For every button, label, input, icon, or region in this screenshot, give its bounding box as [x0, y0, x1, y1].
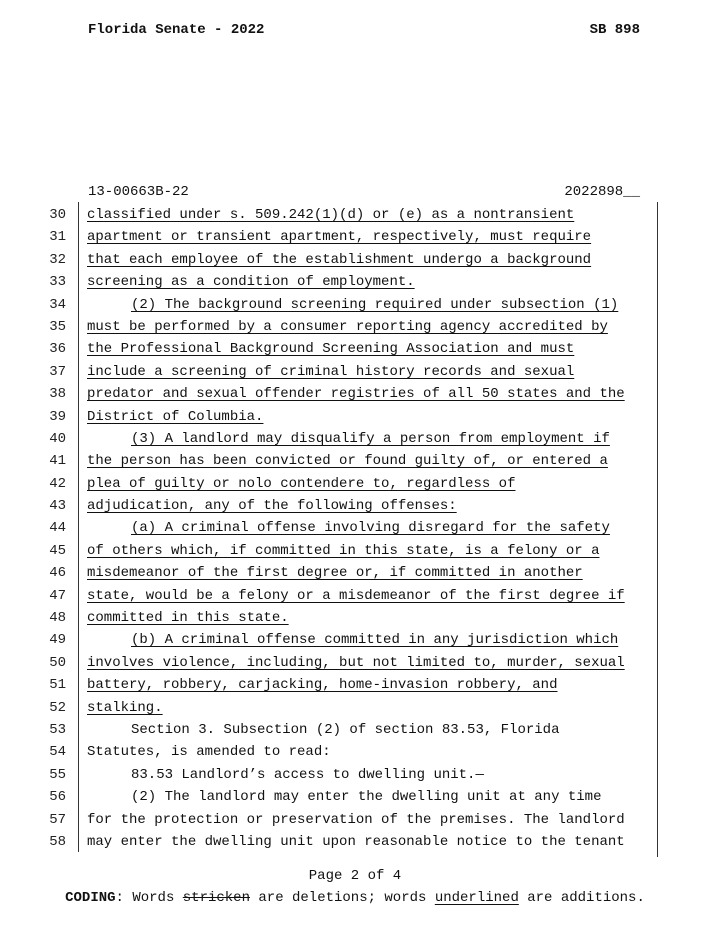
- bill-line: [0, 719, 710, 741]
- line-number: 37: [49, 363, 66, 380]
- line-text: plea of guilty or nolo contendere to, regardless of: [87, 475, 516, 492]
- bill-line: [0, 316, 710, 338]
- bill-line: [0, 428, 710, 450]
- bill-line: [0, 585, 710, 607]
- bill-line: [0, 294, 710, 316]
- bill-line: [0, 831, 710, 853]
- bill-code: 2022898__: [564, 184, 640, 200]
- bill-line: [0, 697, 710, 719]
- line-text: of others which, if committed in this state, is a felony or a: [87, 542, 600, 559]
- line-number: 30: [49, 207, 66, 223]
- line-number: 57: [49, 811, 66, 828]
- line-text: state, would be a felony or a misdemeanor of the first degree if: [87, 587, 625, 604]
- line-text: Section 3. Subsection (2) of section 83.53, Florida: [131, 721, 560, 738]
- bill-line: [0, 450, 710, 472]
- line-number: 43: [49, 498, 66, 515]
- line-number: 56: [49, 789, 66, 806]
- bill-line: [0, 338, 710, 360]
- line-number: 45: [49, 542, 66, 559]
- bill-number: SB 898: [589, 22, 640, 38]
- line-text: classified under s. 509.242(1)(d) or (e) as a nontransient: [87, 207, 575, 223]
- line-number: 51: [49, 677, 66, 694]
- bill-line: [0, 786, 710, 808]
- line-text: include a screening of criminal history records and sexual: [87, 363, 575, 380]
- line-number: 35: [49, 318, 66, 335]
- line-number: 49: [49, 632, 66, 649]
- bill-line: [0, 809, 710, 831]
- line-text: 83.53 Landlord’s access to dwelling unit.—: [131, 766, 484, 783]
- line-text: must be performed by a consumer reporting agency accredited by: [87, 318, 608, 335]
- line-number: 38: [49, 386, 66, 403]
- line-text: the Professional Background Screening Association and must: [87, 341, 575, 358]
- line-number: 46: [49, 565, 66, 582]
- line-number: 54: [49, 744, 66, 761]
- bill-line: [0, 607, 710, 629]
- line-number: 33: [49, 274, 66, 291]
- line-text: the person has been convicted or found guilty of, or entered a: [87, 453, 608, 470]
- line-number: 41: [49, 453, 66, 470]
- line-text: (3) A landlord may disqualify a person from employment if: [131, 430, 610, 447]
- line-text: screening as a condition of employment.: [87, 274, 415, 291]
- coding-text-1: : Words: [115, 890, 183, 906]
- line-text: for the protection or preservation of the premises. The landlord: [87, 811, 625, 828]
- line-text: (b) A criminal offense committed in any jurisdiction which: [131, 632, 619, 649]
- bill-line: [0, 249, 710, 271]
- line-text: predator and sexual offender registries of all 50 states and the: [87, 386, 625, 403]
- line-number: 58: [49, 833, 66, 850]
- page-number: Page 2 of 4: [308, 868, 402, 884]
- bill-line: [0, 741, 710, 763]
- document-header: [88, 22, 640, 42]
- line-number: 55: [49, 766, 66, 783]
- line-number: 36: [49, 341, 66, 358]
- line-text: District of Columbia.: [87, 408, 264, 425]
- line-text: stalking.: [87, 699, 163, 716]
- bill-line: [0, 271, 710, 293]
- bill-line: [0, 629, 710, 651]
- document-identifiers: [88, 184, 640, 204]
- line-number: 42: [49, 475, 66, 492]
- line-text: misdemeanor of the first degree or, if committed in another: [87, 565, 583, 582]
- line-number: 39: [49, 408, 66, 425]
- bill-line: [0, 562, 710, 584]
- line-number: 50: [49, 654, 66, 671]
- coding-text-2: are deletions; words: [249, 890, 435, 906]
- line-number: 47: [49, 587, 66, 604]
- bill-line: [0, 495, 710, 517]
- line-text: (2) The background screening required under subsection (1): [131, 296, 619, 313]
- bill-text-lines: [0, 204, 710, 853]
- line-number: 32: [49, 251, 66, 268]
- line-text: (a) A criminal offense involving disregard for the safety: [131, 520, 610, 537]
- line-text: committed in this state.: [87, 610, 289, 627]
- bill-line: [0, 406, 710, 428]
- coding-stricken-example: stricken: [182, 890, 250, 906]
- line-text: Statutes, is amended to read:: [87, 744, 331, 761]
- coding-text-3: are additions.: [518, 890, 645, 906]
- line-number: 31: [49, 229, 66, 246]
- draft-code: 13-00663B-22: [88, 184, 189, 200]
- line-text: (2) The landlord may enter the dwelling unit at any time: [131, 789, 602, 806]
- coding-underlined-example: underlined: [434, 890, 519, 906]
- line-text: involves violence, including, but not limited to, murder, sexual: [87, 654, 625, 671]
- bill-line: [0, 517, 710, 539]
- coding-label: CODING: [65, 890, 116, 906]
- bill-line: [0, 764, 710, 786]
- bill-line: [0, 361, 710, 383]
- line-number: 52: [49, 699, 66, 716]
- bill-line: [0, 226, 710, 248]
- line-number: 40: [49, 430, 66, 447]
- senate-session-title: Florida Senate - 2022: [88, 22, 265, 38]
- bill-line: [0, 383, 710, 405]
- line-number: 48: [49, 610, 66, 627]
- line-text: may enter the dwelling unit upon reasonable notice to the tenant: [87, 833, 625, 850]
- line-text: adjudication, any of the following offenses:: [87, 498, 457, 515]
- bill-line: [0, 540, 710, 562]
- bill-line: [0, 204, 710, 226]
- line-number: 53: [49, 721, 66, 738]
- line-number: 34: [49, 296, 66, 313]
- line-text: that each employee of the establishment undergo a background: [87, 251, 592, 268]
- bill-line: [0, 473, 710, 495]
- bill-line: [0, 674, 710, 696]
- coding-legend: [0, 890, 710, 906]
- bill-line: [0, 652, 710, 674]
- line-number: 44: [49, 520, 66, 537]
- line-text: apartment or transient apartment, respectively, must require: [87, 229, 592, 246]
- line-text: battery, robbery, carjacking, home-invasion robbery, and: [87, 677, 558, 694]
